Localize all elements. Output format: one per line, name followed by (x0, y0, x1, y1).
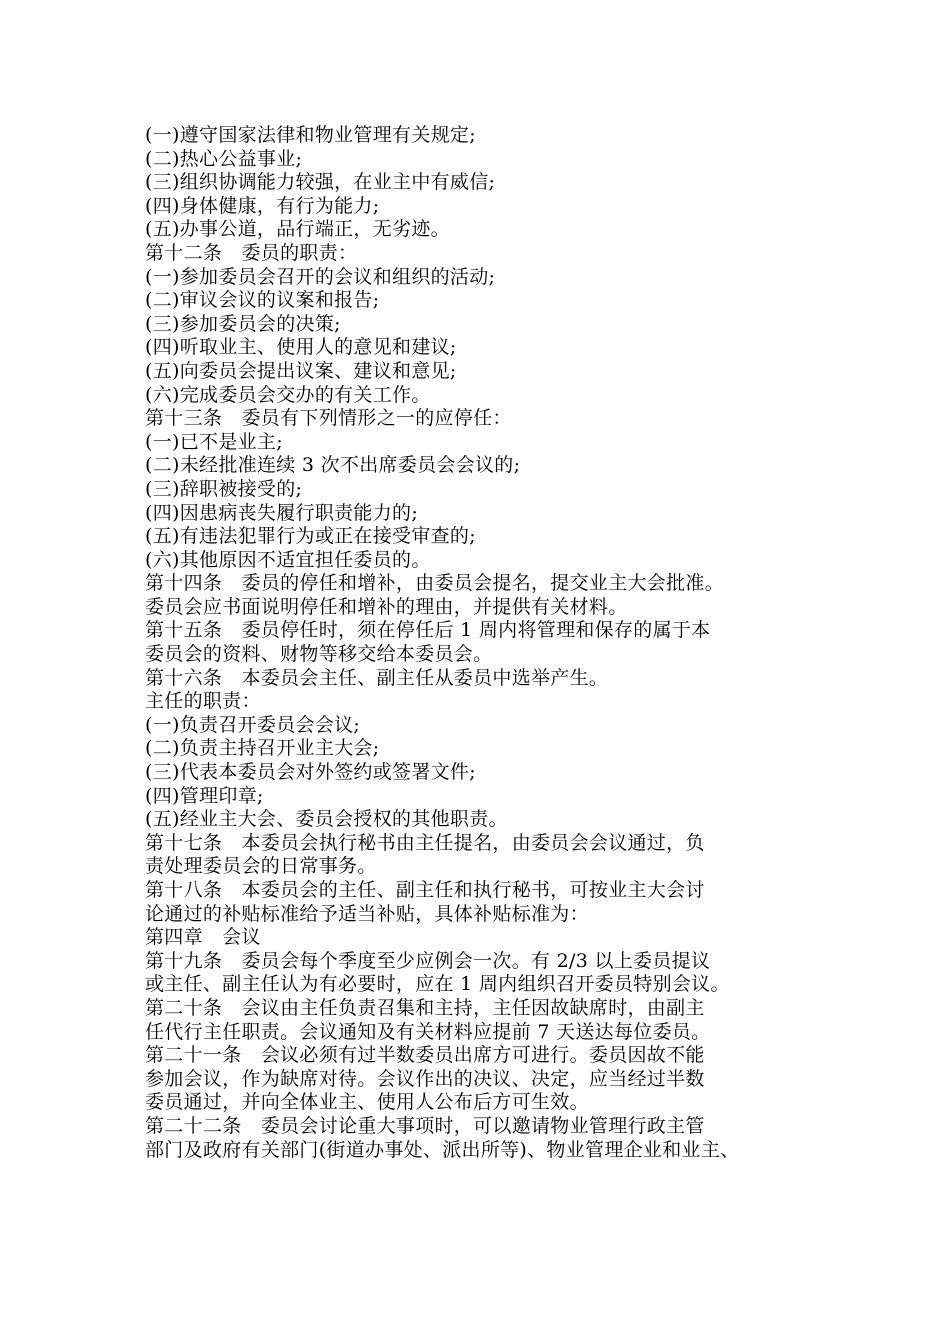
article-heading: 第十八条 本委员会的主任、副主任和执行秘书，可按业主大会讨 (145, 879, 705, 901)
text-line: (五)向委员会提出议案、建议和意见; (145, 359, 457, 382)
article-heading: 第十九条 委员会每个季度至少应例会一次。有 2/3 以上委员提议 (145, 949, 711, 972)
text-line: (五)经业主大会、委员会授权的其他职责。 (145, 808, 508, 831)
text-line: 委员通过，并向全体业主、使用人公布后方可生效。 (145, 1091, 589, 1114)
text-line: (五)有违法犯罪行为或正在接受审查的; (145, 525, 476, 548)
text-line: (五)办事公道，品行端正，无劣迹。 (145, 218, 450, 241)
article-heading: 第十三条 委员有下列情形之一的应停任： (145, 407, 512, 430)
text-line: (四)身体健康，有行为能力; (145, 194, 380, 217)
text-line: (六)完成委员会交办的有关工作。 (145, 383, 431, 406)
article-heading: 第十六条 本委员会主任、副主任从委员中选举产生。 (145, 666, 609, 689)
article-heading: 第二十条 会议由主任负责召集和主持，主任因故缺席时，由副主 (145, 996, 705, 1019)
article-heading: 第十四条 委员的停任和增补，由委员会提名，提交业主大会批准。 (145, 572, 725, 595)
text-line: 或主任、副主任认为有必要时，应在 1 周内组织召开委员特别会议。 (145, 973, 730, 996)
text-line: (三)代表本委员会对外签约或签署文件; (145, 761, 476, 784)
chapter-heading: 第四章 会议 (145, 926, 261, 949)
text-line: (二)负责主持召开业主大会; (145, 737, 380, 760)
text-line: (三)组织协调能力较强，在业主中有威信; (145, 171, 496, 194)
text-line: (四)听取业主、使用人的意见和建议; (145, 336, 457, 359)
text-line: (四)因患病丧失履行职责能力的; (145, 501, 419, 524)
text-line: (六)其他原因不适宜担任委员的。 (145, 548, 431, 571)
text-line: (一)已不是业主; (145, 430, 283, 453)
article-heading: 第十二条 委员的职责： (145, 241, 358, 264)
text-line: (一)负责召开委员会会议; (145, 713, 361, 736)
text-line: 委员会的资料、财物等移交给本委员会。 (145, 643, 493, 666)
article-heading: 第十七条 本委员会执行秘书由主任提名，由委员会会议通过，负 (145, 831, 705, 854)
text-line: 论通过的补贴标准给予适当补贴，具体补贴标准为： (145, 902, 589, 925)
text-line: 参加会议，作为缺席对待。会议作出的决议、决定，应当经过半数 (145, 1067, 705, 1090)
article-heading: 第十五条 委员停任时，须在停任后 1 周内将管理和保存的属于本 (145, 619, 711, 642)
text-line: (一)参加委员会召开的会议和组织的活动; (145, 265, 496, 288)
text-line: (三)辞职被接受的; (145, 477, 303, 500)
text-line: (二)审议会议的议案和报告; (145, 289, 380, 312)
text-line: (二)未经批准连续 3 次不出席委员会会议的; (145, 454, 521, 477)
article-heading: 第二十二条 委员会讨论重大事项时，可以邀请物业管理行政主管 (145, 1114, 705, 1137)
text-line: (二)热心公益事业; (145, 147, 303, 170)
text-line: (三)参加委员会的决策; (145, 312, 341, 335)
text-line: 主任的职责： (145, 690, 261, 713)
text-line: 委员会应书面说明停任和增补的理由，并提供有关材料。 (145, 595, 628, 618)
text-line: 责处理委员会的日常事务。 (145, 855, 377, 878)
text-line: 任代行主任职责。会议通知及有关材料应提前 7 天送达每位委员。 (145, 1020, 711, 1043)
article-heading: 第二十一条 会议必须有过半数委员出席方可进行。委员因故不能 (145, 1044, 705, 1067)
document-body (145, 124, 825, 1162)
text-line: 部门及政府有关部门(街道办事处、派出所等)、物业管理企业和业主、 (145, 1138, 740, 1161)
text-line: (一)遵守国家法律和物业管理有关规定; (145, 124, 476, 146)
text-line: (四)管理印章; (145, 784, 264, 807)
